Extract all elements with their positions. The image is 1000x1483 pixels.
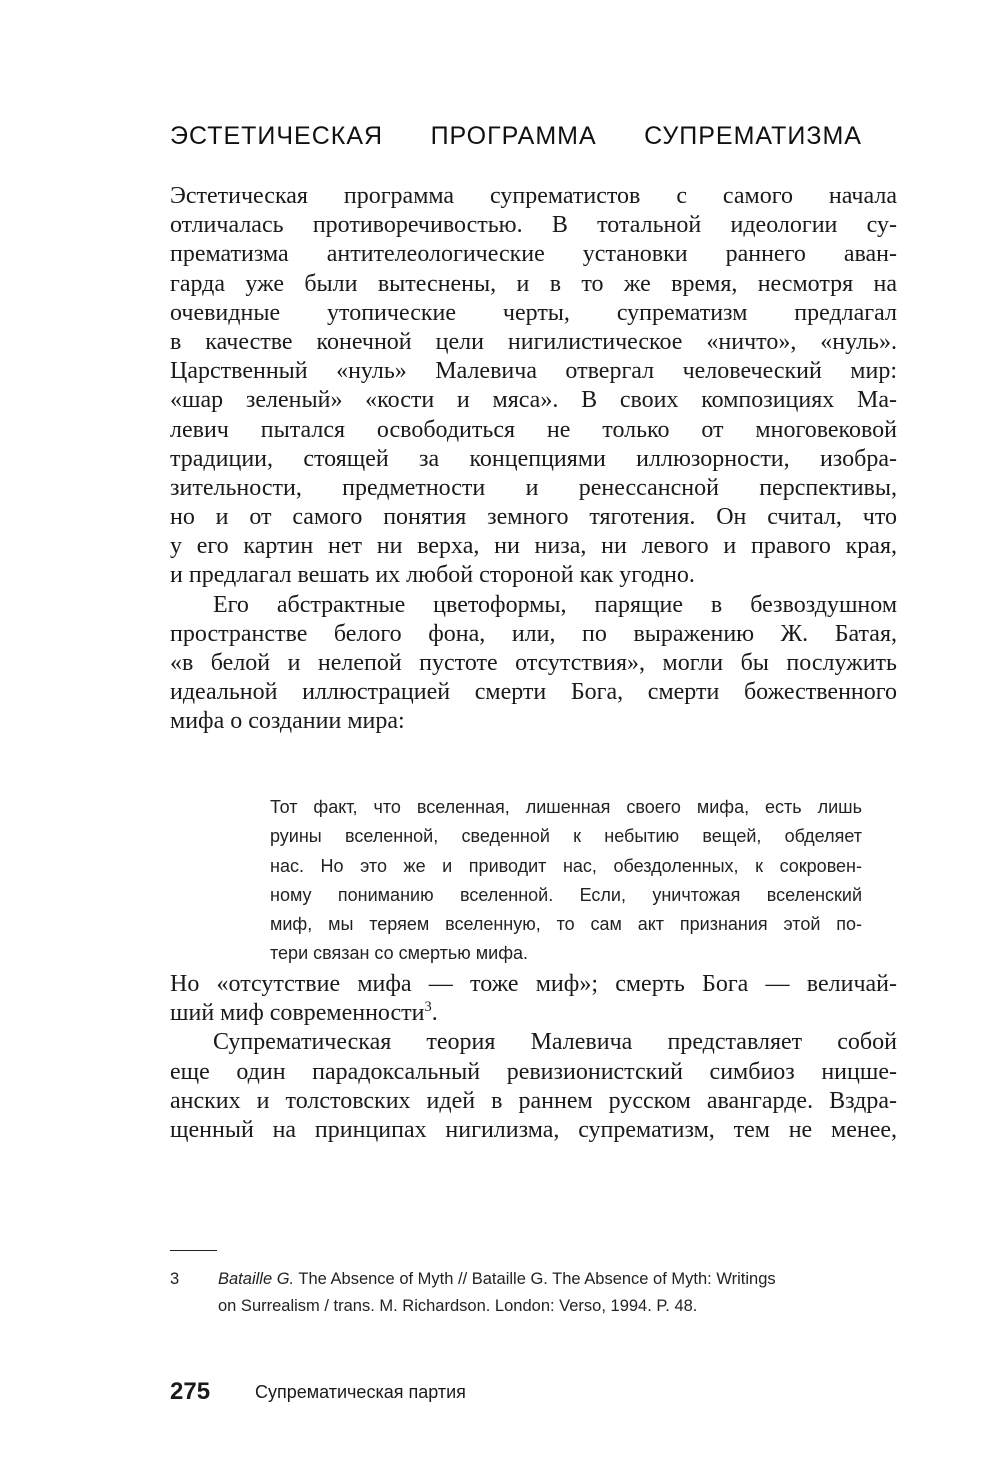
text-line: в качестве конечной цели нигилистическое «ничто», «нуль».	[170, 328, 897, 355]
text-line: традиции, стоящей за концепциями иллюзорности, изобра-	[170, 445, 897, 472]
quote-line: тери связан со смертью мифа.	[270, 943, 529, 964]
text-line: у его картин нет ни верха, ни низа, ни левого и правого края,	[170, 533, 897, 560]
text-line: мифа о создании мира:	[170, 708, 405, 735]
text-line: «в белой и нелепой пустоте отсутствия», могли бы послужить	[170, 650, 897, 676]
footnote-divider	[170, 1250, 217, 1251]
footnote-line: on Surrealism / trans. M. Richardson. London: Verso, 1994. P. 48.	[218, 1297, 698, 1315]
footnote-reference[interactable]: 3	[424, 999, 432, 1016]
footnote-text	[218, 1266, 776, 1320]
text-line: идеальной иллюстрацией смерти Бога, смерти божественного	[170, 679, 897, 706]
block-quote	[270, 793, 862, 969]
text-line: Эстетическая программа супрематистов с самого начала	[170, 183, 897, 209]
paragraph-1	[170, 182, 897, 737]
quote-line: нас. Но это же и приводит нас, обездоленных, к сокровен-	[270, 855, 862, 876]
text-fragment: ший миф современности	[170, 1000, 425, 1027]
page-number: 275	[170, 1378, 211, 1405]
quote-line: ному пониманию вселенной. Если, уничтожая вселенский	[270, 884, 862, 905]
text-line: Его абстрактные цветоформы, парящие в безвоздушном	[213, 591, 897, 618]
text-line: щенный на принципах нигилизма, супрематизм, тем не менее,	[170, 1116, 897, 1143]
text-line: Царственный «нуль» Малевича отвергал человеческий мир:	[170, 358, 897, 385]
text-line: Но «отсутствие мифа — тоже миф»; смерть Бога — величай-	[170, 971, 897, 997]
text-line: анских и толстовских идей в раннем русском авангарде. Вздра-	[170, 1087, 897, 1114]
footnote-number: 3	[170, 1270, 180, 1288]
text-line: «шар зеленый» «кости и мяса». В своих композициях Ма-	[170, 387, 897, 414]
text-line: зительности, предметности и ренессансной перспективы,	[170, 474, 897, 501]
text-line: пространстве белого фона, или, по выражению Ж. Батая,	[170, 620, 897, 647]
footnote-author: Bataille G.	[218, 1270, 295, 1288]
footnote-line: The Absence of Myth // Bataille G. The Absence of Myth: Writings	[294, 1270, 776, 1288]
text-line: отличалась противоречивостью. В тотальной идеологии су-	[170, 212, 897, 239]
text-line: левич пытался освободиться не только от многовековой	[170, 416, 897, 443]
text-line: и предлагал вешать их любой стороной как угодно.	[170, 562, 695, 589]
paragraph-3	[170, 970, 897, 1145]
text-fragment: .	[431, 1000, 438, 1027]
text-line: прематизма антителеологические установки раннего аван-	[170, 241, 897, 268]
text-line: очевидные утопические черты, супрематизм предлагал	[170, 299, 897, 326]
quote-line: Тот факт, что вселенная, лишенная своего мифа, есть лишь	[270, 797, 862, 817]
section-heading: ЭСТЕТИЧЕСКАЯ ПРОГРАММА СУПРЕМАТИЗМА	[170, 122, 862, 150]
text-line: Супрематическая теория Малевича представляет собой	[213, 1029, 897, 1056]
text-line: гарда уже были вытеснены, и в то же время, несмотря на	[170, 270, 897, 297]
text-line	[170, 999, 897, 1028]
text-line: но и от самого понятия земного тяготения. Он считал, что	[170, 504, 897, 531]
running-title: Супрематическая партия	[255, 1382, 466, 1402]
text-line: еще один парадоксальный ревизионистский симбиоз ницше-	[170, 1058, 897, 1085]
quote-line: миф, мы теряем вселенную, то сам акт признания этой по-	[270, 914, 862, 935]
quote-line: руины вселенной, сведенной к небытию вещей, обделяет	[270, 826, 862, 847]
